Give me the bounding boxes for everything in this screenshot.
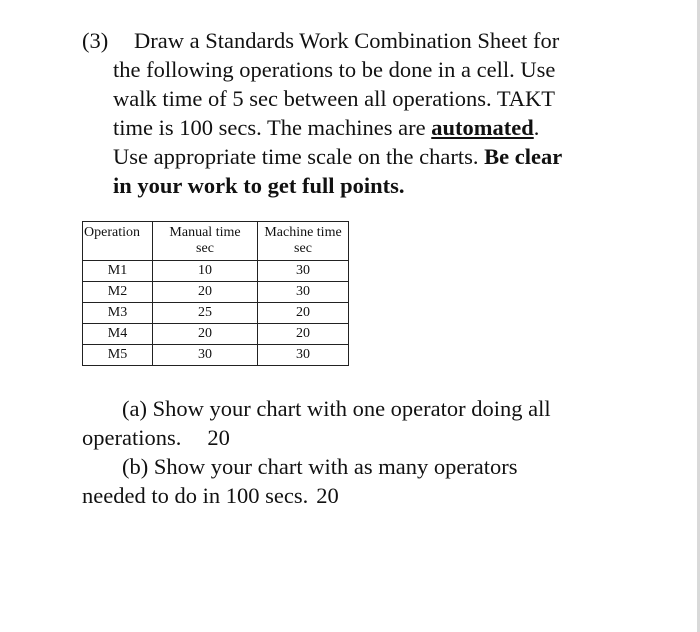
- header-machine-time: Machine time: [258, 222, 349, 242]
- question-line-3: walk time of 5 sec between all operations. TAKT: [113, 86, 556, 111]
- part-b-line-2-text: needed to do in 100 secs.: [82, 483, 309, 508]
- question-line-5-text: Use appropriate time scale on the charts.: [113, 144, 485, 169]
- part-b-line-2: [82, 481, 602, 510]
- cell-manual-time: 20: [153, 282, 258, 303]
- part-a-points: 20: [207, 425, 230, 450]
- part-b-line-1: (b) Show your chart with as many operators: [122, 454, 518, 479]
- question-line-6: in your work to get full points.: [113, 173, 405, 198]
- question-line-2: the following operations to be done in a cell. Use: [113, 57, 556, 82]
- operations-table: [82, 221, 349, 366]
- cell-machine-time: 30: [258, 345, 349, 366]
- subheader-manual-unit: sec: [153, 241, 258, 261]
- part-b-points: 20: [316, 483, 339, 508]
- question-line-4-end: .: [533, 115, 540, 140]
- automated-emphasis: automated: [431, 115, 534, 140]
- part-a-line-2-text: operations.: [82, 425, 182, 450]
- table-subheader-row: [83, 241, 349, 261]
- header-manual-time: Manual time: [153, 222, 258, 242]
- subheader-machine-unit: sec: [258, 241, 349, 261]
- header-operation: Operation: [83, 222, 153, 242]
- cell-manual-time: 25: [153, 303, 258, 324]
- cell-manual-time: 30: [153, 345, 258, 366]
- cell-operation: M3: [83, 303, 153, 324]
- question-line-4: [82, 113, 602, 142]
- question-line-1: [82, 26, 602, 55]
- be-clear-emphasis: Be clear: [484, 144, 563, 169]
- cell-operation: M5: [83, 345, 153, 366]
- cell-operation: M4: [83, 324, 153, 345]
- cell-machine-time: 30: [258, 282, 349, 303]
- cell-machine-time: 20: [258, 303, 349, 324]
- cell-operation: M1: [83, 261, 153, 282]
- part-a-line-2: [82, 423, 602, 452]
- question-line-4-text: time is 100 secs. The machines are: [113, 115, 432, 140]
- table-row: [83, 303, 349, 324]
- question-text: [82, 26, 602, 200]
- cell-machine-time: 30: [258, 261, 349, 282]
- part-a-line-1: (a) Show your chart with one operator doing all: [122, 396, 551, 421]
- table-row: [83, 282, 349, 303]
- question-line-1-text: Draw a Standards Work Combination Sheet for: [134, 28, 560, 53]
- table-row: [83, 324, 349, 345]
- table-row: [83, 261, 349, 282]
- table-row: [83, 345, 349, 366]
- question-number: (3): [82, 28, 109, 53]
- cell-manual-time: 10: [153, 261, 258, 282]
- question-parts: [82, 394, 602, 510]
- cell-machine-time: 20: [258, 324, 349, 345]
- table-header-row: [83, 222, 349, 242]
- question-line-5: [82, 142, 602, 171]
- cell-manual-time: 20: [153, 324, 258, 345]
- subheader-operation: [83, 241, 153, 261]
- cell-operation: M2: [83, 282, 153, 303]
